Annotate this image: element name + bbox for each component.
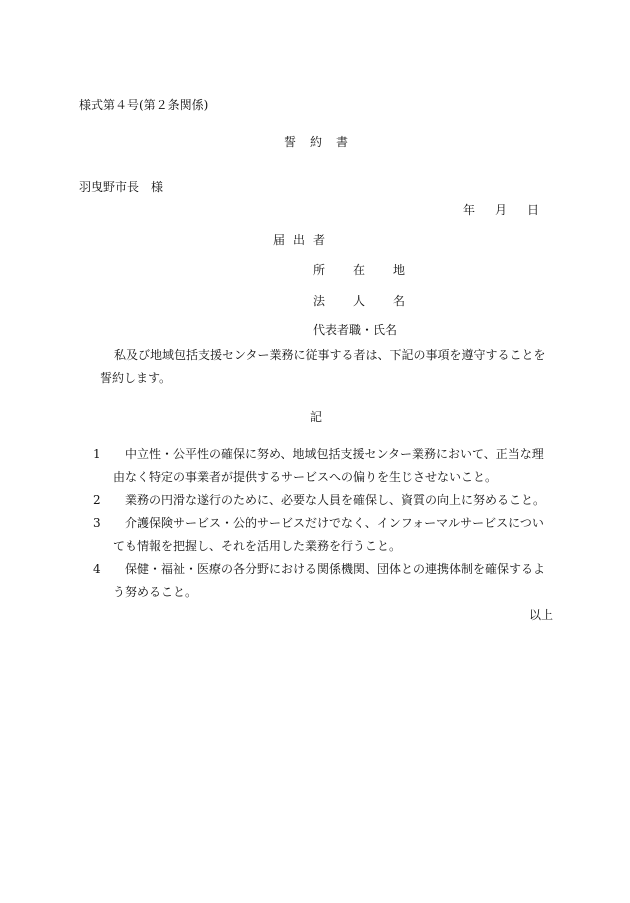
location-char: 所 (313, 263, 326, 277)
item-number: 4 (93, 562, 101, 576)
item-text: 介護保険サービス・公的サービスだけでなく、インフォーマルサービスについても情報を把握し、それを活用した業務を行うこと。 (113, 516, 544, 553)
date-day: 日 (527, 203, 540, 217)
list-item (93, 443, 555, 489)
notifier-char: 出 (293, 233, 306, 247)
title-char: 約 (310, 135, 323, 149)
item-text: 中立性・公平性の確保に努め、地域包括支援センター業務において、正当な理由なく特定の事業者が提供するサービスへの偏りを生じさせないこと。 (113, 447, 544, 484)
corporation-char: 法 (313, 294, 326, 308)
item-number: 3 (93, 516, 101, 530)
closing-ijo: 以上 (529, 608, 554, 622)
corporation-char: 人 (353, 294, 366, 308)
addressee-name: 羽曳野市長 (79, 180, 140, 194)
addressee (79, 178, 163, 195)
document-title (284, 133, 348, 150)
list-item (93, 489, 555, 512)
list-item (93, 512, 555, 558)
corporation-char: 名 (393, 294, 406, 308)
location-char: 在 (353, 263, 366, 277)
notifier-char: 者 (313, 233, 326, 247)
title-char: 書 (336, 135, 349, 149)
representative-field-label: 代表者職・氏名 (313, 323, 398, 337)
date-month: 月 (495, 203, 508, 217)
title-char: 誓 (284, 135, 297, 149)
date-line (463, 201, 539, 218)
date-year: 年 (463, 203, 476, 217)
notifier-label (273, 231, 325, 248)
notifier-char: 届 (273, 233, 286, 247)
item-number: 2 (93, 493, 101, 507)
item-text: 業務の円滑な遂行のために、必要な人員を確保し、資質の向上に努めること。 (125, 493, 546, 507)
item-number: 1 (93, 447, 101, 461)
item-text: 保健・福祉・医療の各分野における関係機関、団体との連携体制を確保するよう努めること。 (113, 562, 546, 599)
location-field-label (313, 261, 405, 278)
addressee-honorific: 様 (151, 180, 164, 194)
location-char: 地 (393, 263, 406, 277)
ki-heading: 記 (310, 410, 323, 424)
pledge-items-list (93, 443, 555, 604)
intro-paragraph: 私及び地域包括支援センター業務に従事する者は、下記の事項を遵守することを誓約します。 (100, 348, 546, 385)
list-item (93, 558, 555, 604)
corporation-name-field-label (313, 292, 405, 309)
form-number-label: 様式第４号(第２条関係) (79, 98, 209, 112)
